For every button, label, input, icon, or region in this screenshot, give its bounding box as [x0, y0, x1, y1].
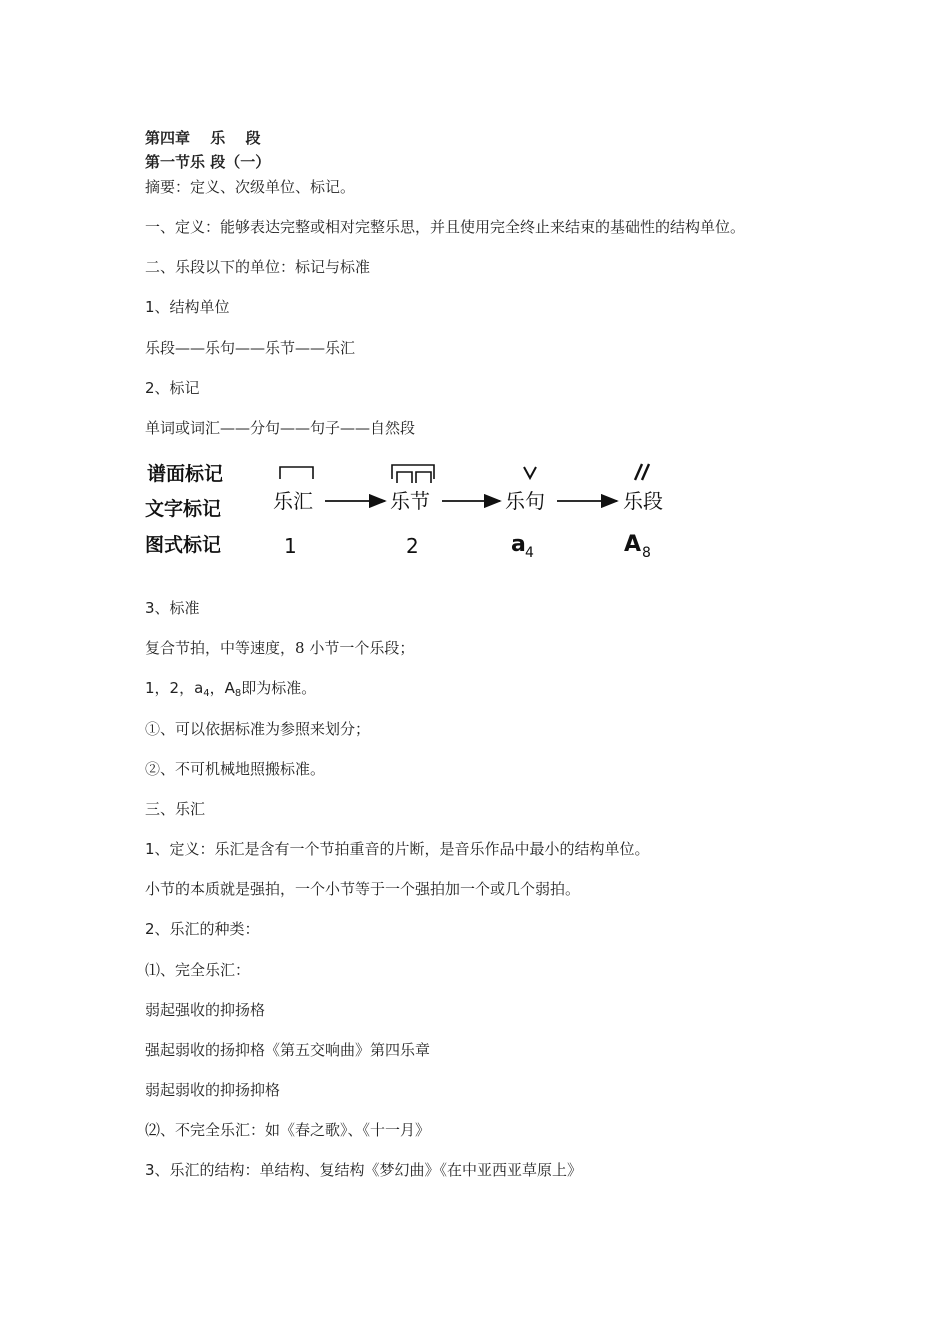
unit-yueduan: 乐段 [623, 489, 663, 513]
word-chain: 单词或词汇——分句——句子——自然段 [145, 419, 416, 437]
score-mark-yueduan [635, 464, 649, 480]
standard-item-1: ①、可以依据标准为参照来划分； [145, 720, 371, 738]
section-yuehui-heading: 三、乐汇 [145, 800, 206, 818]
unit-yueju: 乐句 [505, 489, 545, 513]
row-label-text: 文字标记 [145, 498, 222, 520]
graph-mark-a: a [511, 532, 526, 557]
abstract: 摘要：定义、次级单位、标记。 [145, 178, 356, 196]
graph-sub-8: 8 [642, 545, 651, 561]
graph-sub-4: 4 [525, 545, 534, 561]
row-label-score: 谱面标记 [147, 463, 224, 485]
standard-values: 1，2，$a_4$，$A_8$即为标准。 [145, 679, 317, 699]
graph-mark-A: A [624, 532, 642, 557]
marks-heading: 2、标记 [145, 379, 200, 397]
unit-yuehui: 乐汇 [273, 489, 313, 513]
types-heading: 2、乐汇的种类： [145, 920, 260, 938]
units-heading: 二、乐段以下的单位：标记与标准 [145, 258, 371, 276]
type-trochaic: 强起弱收的扬抑格《第五交响曲》第四乐章 [145, 1041, 431, 1059]
score-mark-yuejie [392, 465, 434, 483]
structure-unit-heading: 1、结构单位 [145, 298, 230, 316]
row-label-graph: 图式标记 [145, 534, 222, 556]
unit-yuejie: 乐节 [390, 489, 430, 513]
standard-heading: 3、标准 [145, 599, 200, 617]
standard-item-2: ②、不可机械地照搬标准。 [145, 760, 326, 778]
graph-mark-1: 1 [284, 534, 297, 558]
incomplete-yuehui: ⑵、不完全乐汇：如《春之歌》、《十一月》 [145, 1121, 431, 1139]
type-amphibrach: 弱起弱收的抑扬抑格 [145, 1081, 281, 1099]
bar-description: 小节的本质就是强拍，一个小节等于一个强拍加一个或几个弱拍。 [145, 880, 581, 898]
standard-description: 复合节拍，中等速度，8 小节一个乐段； [145, 639, 415, 657]
definition-paragraph: 一、定义：能够表达完整或相对完整乐思，并且使用完全终止来结束的基础性的结构单位。 [145, 218, 746, 236]
type-iambic: 弱起强收的抑扬格 [145, 1001, 266, 1019]
yuehui-definition: 1、定义：乐汇是含有一个节拍重音的片断，是音乐作品中最小的结构单位。 [145, 840, 650, 858]
score-mark-yuehui [280, 467, 313, 479]
chapter-title: 第四章 乐 段 [145, 129, 261, 147]
graph-mark-2: 2 [406, 534, 419, 558]
yuehui-structure: 3、乐汇的结构：单结构、复结构《梦幻曲》《在中亚西亚草原上》 [145, 1161, 583, 1179]
complete-yuehui: ⑴、完全乐汇： [145, 961, 251, 979]
section-title: 第一节乐 段（一） [145, 153, 271, 171]
score-mark-yueju [524, 467, 536, 478]
unit-chain: 乐段——乐句——乐节——乐汇 [145, 339, 356, 357]
notation-diagram [145, 455, 685, 565]
